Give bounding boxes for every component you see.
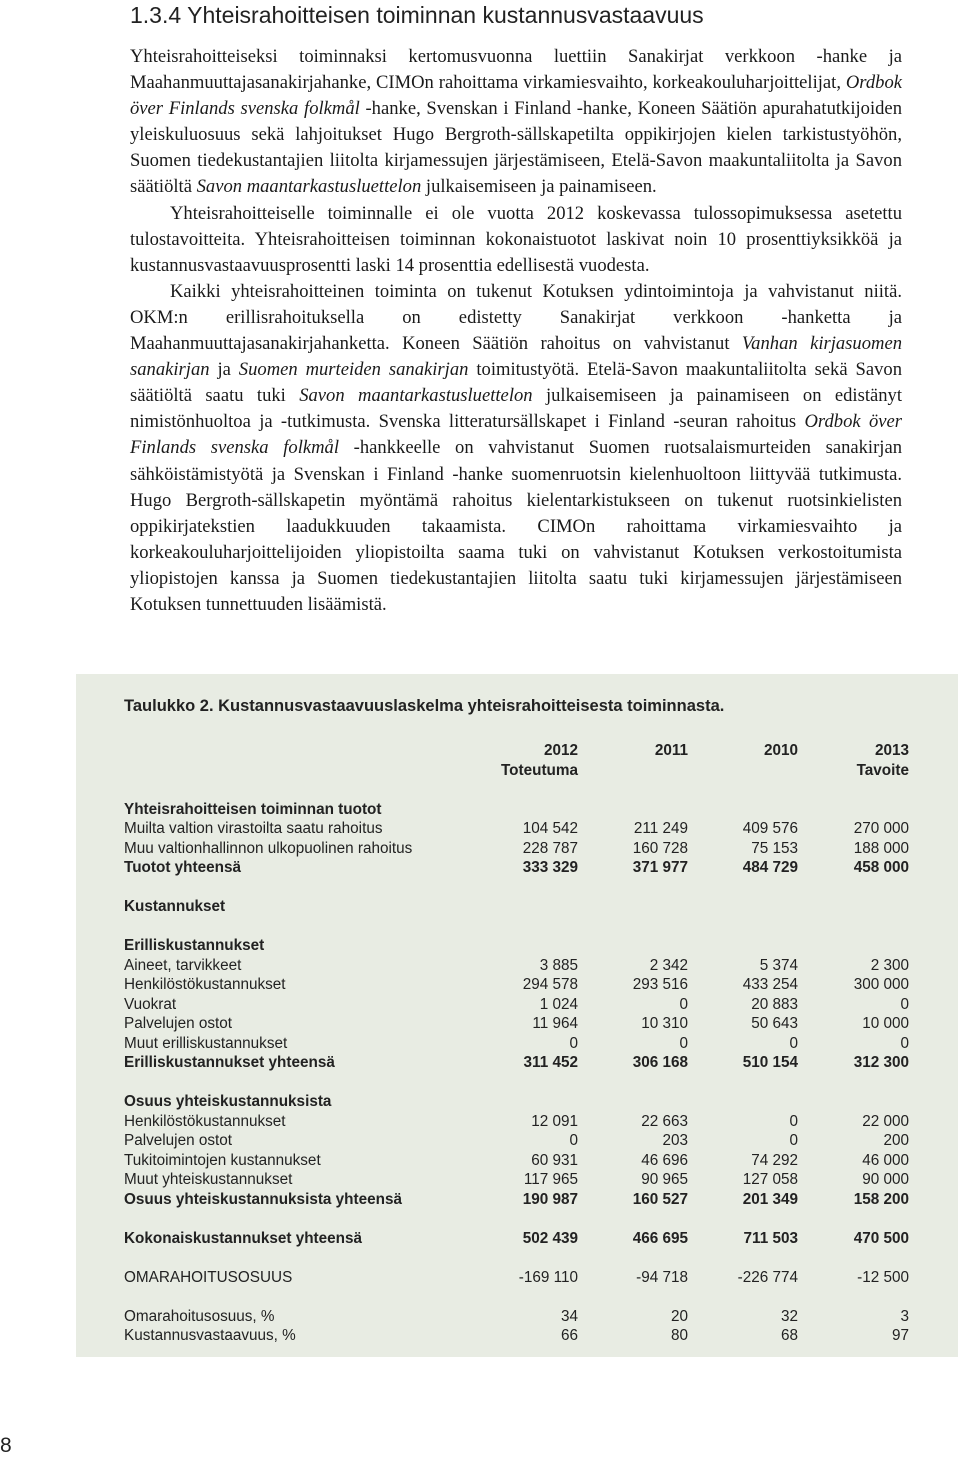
row-value [474, 936, 578, 956]
sub-toteutuma: Toteutuma [500, 761, 578, 779]
row-value [578, 800, 688, 820]
row-value: 200 [883, 1132, 909, 1149]
row-value [688, 917, 798, 937]
row-value: 117 965 [523, 1171, 578, 1188]
spacer-row [124, 780, 909, 800]
row-label: Muut erilliskustannukset [124, 1034, 288, 1052]
row-value [578, 897, 688, 917]
row-value: 0 [569, 1132, 578, 1149]
row-value [798, 936, 909, 956]
row-value: 158 200 [853, 1190, 909, 1208]
row-value [578, 1287, 688, 1307]
row-value: 484 729 [742, 859, 798, 876]
row-label [124, 1248, 474, 1268]
table-row [124, 975, 909, 995]
row-value: 293 516 [632, 976, 688, 993]
table-row [124, 1326, 909, 1346]
row-value [688, 878, 798, 898]
row-value: 312 300 [853, 1054, 909, 1071]
row-label: Osuus yhteiskustannuksista yhteensä [124, 1190, 402, 1208]
table-row [124, 878, 909, 898]
row-value: 5 374 [759, 956, 798, 974]
table-row [124, 917, 909, 937]
row-value: 90 000 [862, 1171, 909, 1188]
body-text [130, 44, 902, 618]
table-row [124, 897, 909, 917]
row-value: 0 [569, 1034, 578, 1052]
table-row [124, 1229, 909, 1249]
row-value: 311 452 [523, 1054, 578, 1071]
row-value [578, 1209, 688, 1229]
row-value [688, 1248, 798, 1268]
row-value [798, 1073, 909, 1093]
table-row [124, 839, 909, 859]
row-value: 711 503 [743, 1229, 798, 1247]
row-value: 0 [789, 1112, 798, 1130]
row-value: 409 576 [742, 820, 798, 837]
row-value: 0 [789, 1034, 798, 1052]
row-value: 1 024 [539, 995, 578, 1013]
row-label: Omarahoitusosuus, % [124, 1307, 275, 1325]
row-label: Kustannusvastaavuus, % [124, 1327, 296, 1344]
row-value: 433 254 [742, 976, 798, 993]
row-value [798, 800, 909, 820]
row-label: Erilliskustannukset yhteensä [124, 1054, 335, 1071]
row-label: Muilta valtion virastoilta saatu rahoitus [124, 820, 383, 837]
row-value: 66 [560, 1327, 578, 1344]
row-value [474, 917, 578, 937]
row-label: Henkilöstökustannukset [124, 1112, 286, 1130]
row-value: 11 964 [532, 1015, 578, 1032]
row-value: 306 168 [632, 1054, 688, 1071]
row-value: 371 977 [632, 859, 688, 876]
row-value [798, 897, 909, 917]
row-value: 3 [900, 1307, 909, 1325]
row-value [688, 1073, 798, 1093]
table-row [124, 1248, 909, 1268]
section-heading: 1.3.4 Yhteisrahoitteisen toiminnan kustannusvastaavuus [130, 2, 704, 28]
row-value: 75 153 [751, 839, 798, 857]
row-value [474, 897, 578, 917]
row-value [474, 1073, 578, 1093]
row-value [578, 1073, 688, 1093]
row-value: 160 527 [632, 1190, 688, 1208]
row-value: 510 154 [742, 1054, 798, 1071]
row-label: Kustannukset [124, 898, 226, 915]
row-value: 333 329 [522, 859, 578, 876]
row-value: 22 663 [641, 1112, 688, 1130]
row-value: 80 [670, 1327, 688, 1344]
table-row [124, 1307, 909, 1327]
row-value: 203 [662, 1132, 688, 1149]
row-value: 0 [900, 1034, 909, 1052]
table-row [124, 1287, 909, 1307]
row-label: Palvelujen ostot [124, 1132, 232, 1149]
row-label: Tukitoimintojen kustannukset [124, 1151, 321, 1169]
year-2011: 2011 [654, 742, 688, 759]
row-value: 22 000 [862, 1112, 909, 1130]
row-label [124, 1209, 474, 1229]
row-value: 34 [560, 1307, 578, 1325]
table-caption: Taulukko 2. Kustannusvastaavuuslaskelma yhteisrahoitteisesta toiminnasta. [124, 697, 725, 715]
row-value: 188 000 [853, 839, 909, 857]
table-row [124, 800, 909, 820]
sub-tavoite: Tavoite [856, 761, 909, 779]
row-value: -169 110 [518, 1268, 578, 1286]
row-value: 0 [679, 995, 688, 1013]
table-row [124, 1034, 909, 1054]
row-value: 0 [679, 1034, 688, 1052]
row-value: 46 000 [862, 1151, 909, 1169]
table-row [124, 1209, 909, 1229]
row-value: 97 [891, 1327, 909, 1344]
row-value: 46 696 [641, 1151, 688, 1169]
table-row [124, 1092, 909, 1112]
row-value [578, 878, 688, 898]
paragraph-2: Yhteisrahoitteiselle toiminnalle ei ole vuotta 2012 koskevassa tulossopimuksessa asetettu tulostavoitteita. Yhteisrahoitteisen toiminnan kokonaistuotot laskivat noin 10 prosenttiyksikköä ja kustannusvastaavuusprosentti laski 14 prosenttia edellisestä vuodesta. [130, 202, 902, 276]
table-row [124, 1112, 909, 1132]
row-value: 190 987 [522, 1190, 578, 1208]
row-value: 68 [780, 1327, 798, 1344]
row-label: Muu valtionhallinnon ulkopuolinen rahoitus [124, 839, 413, 857]
row-value: -12 500 [857, 1268, 909, 1286]
row-value [798, 1092, 909, 1112]
row-label: Erilliskustannukset [124, 937, 265, 954]
row-value: 0 [900, 995, 909, 1013]
row-value [578, 1092, 688, 1112]
table-row [124, 1170, 909, 1190]
row-label: Osuus yhteiskustannuksista [124, 1093, 332, 1110]
table-row [124, 936, 909, 956]
table-header-sub [124, 761, 909, 781]
row-label: Muut yhteiskustannukset [124, 1171, 293, 1188]
row-value: -94 718 [636, 1268, 688, 1286]
table-row [124, 1131, 909, 1151]
row-value [474, 1287, 578, 1307]
year-2010: 2010 [763, 742, 798, 759]
row-value [578, 936, 688, 956]
row-value [474, 878, 578, 898]
paragraph-1: Yhteisrahoitteiseksi toiminnaksi kertomusvuonna luettiin Sanakirjat verkkoon -hanke ja Maahanmuuttajasanakirjahanke, CIMOn rahoittama virkamiesvaihto, korkeakouluharjoittelijat, Ordbok över Finlands svenska folkmål -hanke, Svenskan i Finland -hanke, Koneen Säätiön apurahatutkijoiden yleiskuluosuus sekä lahjoitukset Hugo Bergroth-sällskapetilta oppikirjojen kielen tarkistustyöhön, Suomen tiedekustantajien liitolta kirjamessujen järjestämiseen, Etelä-Savon maakuntaliitolta ja Savon säätiöltä Savon maantarkastusluettelon julkaisemiseen ja painamiseen. [130, 46, 902, 198]
row-value [688, 800, 798, 820]
row-value: 20 883 [751, 995, 798, 1013]
table-row [124, 956, 909, 976]
row-value: 2 342 [649, 956, 688, 974]
row-value: 90 965 [641, 1171, 688, 1188]
row-value [688, 936, 798, 956]
row-value [688, 1209, 798, 1229]
row-label: Yhteisrahoitteisen toiminnan tuotot [124, 800, 382, 818]
table-row [124, 1053, 909, 1073]
row-label [124, 1073, 474, 1093]
table-row [124, 1073, 909, 1093]
row-value: 211 249 [633, 820, 688, 837]
row-value [798, 917, 909, 937]
table-row [124, 1151, 909, 1171]
row-value: 466 695 [632, 1229, 688, 1247]
row-value: 270 000 [853, 820, 909, 837]
year-2012: 2012 [543, 742, 578, 759]
row-value [474, 1248, 578, 1268]
row-value [688, 1092, 798, 1112]
paragraph-3: Kaikki yhteisrahoitteinen toiminta on tukenut Kotuksen ydintoimintoja ja vahvistanut niitä. OKM:n erillisrahoituksella on edistetty Sanakirjat verkkoon -hanketta ja Maahanmuuttajasanakirjahanketta. Koneen Säätiön rahoitus on vahvistanut Vanhan kirjasuomen sanakirjan ja Suomen murteiden sanakirjan toimitustyötä. Etelä-Savon maakuntaliitolta sekä Savon säätiöltä saatu tuki Savon maantarkastusluettelon julkaisemiseen ja painamiseen on edistänyt nimistönhuoltoa ja -tutkimusta. Svenska litteratursällskapet i Finland -seuran rahoitus Ordbok över Finlands svenska folkmål -hankkeelle on vahvistanut Suomen ruotsalaismurteiden sanakirjan sähköistämistyötä ja Svenskan i Finland -hanke suomenruotsin kielenhuoltoon liittyvää tutkimusta. Hugo Bergroth-sällskapetin myöntämä rahoitus kielentarkistukseen on tukenut ruotsinkielisten oppikirjatekstien laadukkuuden takaamista. CIMOn rahoittama virkamiesvaihto ja korkeakouluharjoittelijoiden yliopistoilta saama tuki on vahvistanut Kotuksen verkostoitumista yliopistojen kanssa ja Suomen tiedekustantajien liitolta saatu tuki kirjamessujen järjestämiseen Kotuksen tunnettuuden lisäämistä. [130, 280, 902, 615]
row-value [798, 1209, 909, 1229]
table-row [124, 1014, 909, 1034]
table-row [124, 995, 909, 1015]
row-value: 74 292 [751, 1151, 798, 1169]
table-row [124, 858, 909, 878]
row-value: 300 000 [853, 976, 909, 993]
row-value: 228 787 [522, 839, 578, 857]
row-value: 0 [789, 1132, 798, 1149]
year-2013: 2013 [874, 742, 909, 759]
row-value: 458 000 [853, 859, 909, 876]
cost-table [124, 741, 909, 1346]
row-value: 60 931 [531, 1151, 578, 1169]
row-label: OMARAHOITUSOSUUS [124, 1268, 293, 1286]
row-label: Palvelujen ostot [124, 1015, 232, 1032]
page-number: 8 [0, 1434, 12, 1457]
row-value [688, 897, 798, 917]
table-row [124, 1268, 909, 1288]
row-label [124, 878, 474, 898]
row-value: 294 578 [522, 976, 578, 993]
row-value: 104 542 [522, 820, 578, 837]
row-label: Kokonaiskustannukset yhteensä [124, 1229, 363, 1247]
row-label [124, 1287, 474, 1307]
row-label: Tuotot yhteensä [124, 859, 241, 876]
row-value: 201 349 [742, 1190, 798, 1208]
row-value: 32 [780, 1307, 798, 1325]
row-value: 50 643 [751, 1015, 798, 1032]
table-header-years [124, 741, 909, 761]
row-value: -226 774 [737, 1268, 798, 1286]
row-label: Vuokrat [124, 995, 177, 1013]
row-value [688, 1287, 798, 1307]
row-value: 3 885 [539, 956, 578, 974]
table-row [124, 819, 909, 839]
row-value [578, 917, 688, 937]
row-label: Henkilöstökustannukset [124, 976, 286, 993]
row-value [474, 1092, 578, 1112]
row-value: 20 [670, 1307, 688, 1325]
row-value: 12 091 [531, 1112, 578, 1130]
row-value: 2 300 [870, 956, 909, 974]
row-label [124, 917, 474, 937]
row-value [798, 878, 909, 898]
row-value [474, 1209, 578, 1229]
row-value: 10 000 [862, 1015, 909, 1032]
row-label: Aineet, tarvikkeet [124, 956, 242, 974]
row-value: 160 728 [632, 839, 688, 857]
row-value: 470 500 [853, 1229, 909, 1247]
row-value: 127 058 [742, 1171, 798, 1188]
table-row [124, 1190, 909, 1210]
row-value: 502 439 [522, 1229, 578, 1247]
row-value: 10 310 [641, 1015, 688, 1032]
row-value [578, 1248, 688, 1268]
row-value [474, 800, 578, 820]
row-value [798, 1248, 909, 1268]
row-value [798, 1287, 909, 1307]
